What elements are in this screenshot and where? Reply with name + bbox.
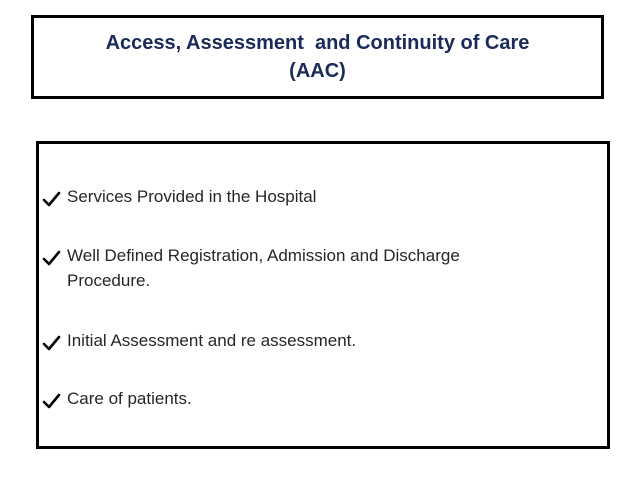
title-box — [31, 15, 604, 99]
bullet-text: Care of patients. — [67, 389, 192, 408]
bullet-item-assessment — [67, 329, 356, 353]
bullet-item-registration-cont — [67, 269, 150, 293]
bullet-item-registration — [67, 244, 460, 268]
bullet-item-services — [67, 185, 316, 209]
bullet-text: Procedure. — [67, 271, 151, 290]
checkmark-icon — [41, 391, 61, 411]
slide-title-line-1: Access, Assessment and Continuity of Care — [105, 32, 530, 54]
bullet-text: Services Provided in the Hospital — [67, 187, 317, 206]
content-box — [36, 141, 610, 449]
checkmark-icon — [41, 333, 61, 353]
bullet-text: Initial Assessment and re assessment. — [67, 331, 357, 350]
bullet-text: Well Defined Registration, Admission and Discharge — [67, 246, 460, 265]
bullet-item-care — [67, 387, 192, 411]
slide-title-line-2: (AAC) — [289, 60, 346, 82]
checkmark-icon — [41, 189, 61, 209]
checkmark-icon — [41, 248, 61, 268]
